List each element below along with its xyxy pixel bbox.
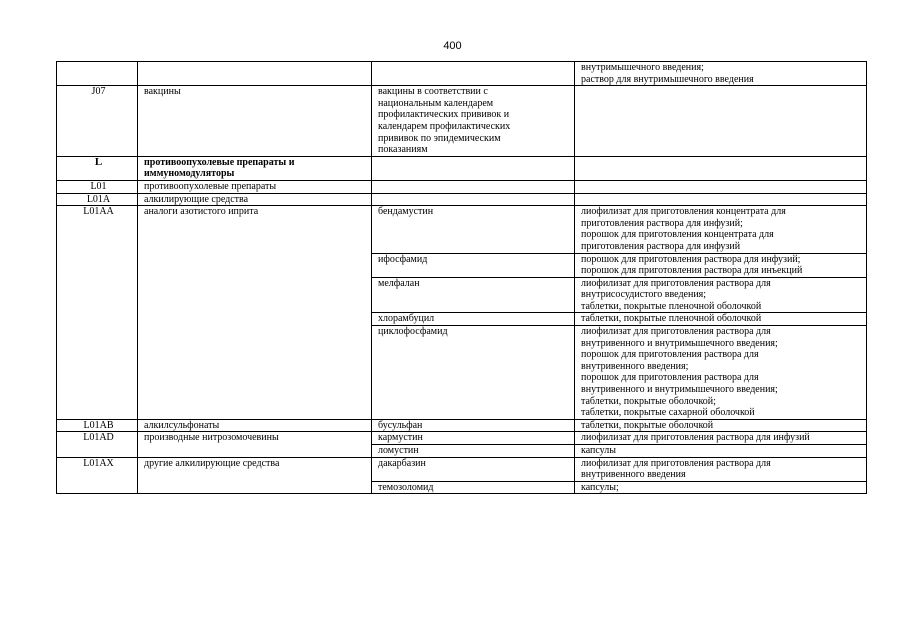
drug-cell: бусульфан — [372, 419, 575, 432]
forms-cell: таблетки, покрытые оболочкой — [575, 419, 867, 432]
forms-cell: внутримышечного введения; раствор для внутримышечного введения — [575, 62, 867, 86]
forms-cell: лиофилизат для приготовления концентрата для приготовления раствора для инфузий; порошок для приготовления концентрата для приготовления раствора для инфузий — [575, 206, 867, 253]
forms-cell: капсулы — [575, 445, 867, 458]
drug-cell: темозоломид — [372, 481, 575, 494]
atc-code-cell — [57, 62, 138, 86]
table-row — [57, 156, 867, 180]
drug-cell: ломустин — [372, 445, 575, 458]
forms-cell: лиофилизат для приготовления раствора для внутривенного и внутримышечного введения; порошок для приготовления раствора для внутривенного введения; порошок для приготовления раствора для внутривенного и внутримышечного введения; таблетки, покрытые оболочкой; таблетки, покрытые сахарной оболочкой — [575, 326, 867, 420]
table-row — [57, 62, 867, 86]
group-cell: вакцины — [138, 86, 372, 157]
drug-cell — [372, 156, 575, 180]
drug-cell: кармустин — [372, 432, 575, 445]
group-cell: алкилсульфонаты — [138, 419, 372, 432]
drug-table — [56, 61, 867, 494]
table-row — [57, 419, 867, 432]
table-row — [57, 193, 867, 206]
atc-code-cell: L01AB — [57, 419, 138, 432]
forms-cell — [575, 193, 867, 206]
drug-cell: мелфалан — [372, 277, 575, 313]
forms-cell: лиофилизат для приготовления раствора для внутривенного введения — [575, 457, 867, 481]
drug-cell: бендамустин — [372, 206, 575, 253]
atc-code-cell: J07 — [57, 86, 138, 157]
group-cell: алкилирующие средства — [138, 193, 372, 206]
drug-cell: циклофосфамид — [372, 326, 575, 420]
table-row — [57, 457, 867, 481]
drug-cell: вакцины в соответствии с национальным календарем профилактических прививок и календарем профилактических прививок по эпидемическим показаниям — [372, 86, 575, 157]
group-cell: производные нитрозомочевины — [138, 432, 372, 457]
atc-code-cell: L01AX — [57, 457, 138, 494]
group-cell: аналоги азотистого иприта — [138, 206, 372, 420]
group-cell: противоопухолевые препараты и иммуномодуляторы — [138, 156, 372, 180]
forms-cell — [575, 86, 867, 157]
forms-cell — [575, 180, 867, 193]
forms-cell: капсулы; — [575, 481, 867, 494]
table-row — [57, 206, 867, 253]
drug-cell: ифосфамид — [372, 253, 575, 277]
group-cell: другие алкилирующие средства — [138, 457, 372, 494]
drug-cell — [372, 180, 575, 193]
forms-cell: таблетки, покрытые пленочной оболочкой — [575, 313, 867, 326]
drug-cell — [372, 62, 575, 86]
drug-cell — [372, 193, 575, 206]
atc-code-cell: L — [57, 156, 138, 180]
table-row — [57, 432, 867, 445]
page-number: 400 — [443, 40, 462, 52]
atc-code-cell: L01AA — [57, 206, 138, 420]
forms-cell: лиофилизат для приготовления раствора для инфузий — [575, 432, 867, 445]
forms-cell: лиофилизат для приготовления раствора для внутрисосудистого введения; таблетки, покрытые пленочной оболочкой — [575, 277, 867, 313]
table-row — [57, 86, 867, 157]
group-cell — [138, 62, 372, 86]
atc-code-cell: L01 — [57, 180, 138, 193]
group-cell: противоопухолевые препараты — [138, 180, 372, 193]
atc-code-cell: L01AD — [57, 432, 138, 457]
table-row — [57, 180, 867, 193]
drug-cell: дакарбазин — [372, 457, 575, 481]
drug-cell: хлорамбуцил — [372, 313, 575, 326]
forms-cell: порошок для приготовления раствора для инфузий; порошок для приготовления раствора для инъекций — [575, 253, 867, 277]
atc-code-cell: L01A — [57, 193, 138, 206]
forms-cell — [575, 156, 867, 180]
